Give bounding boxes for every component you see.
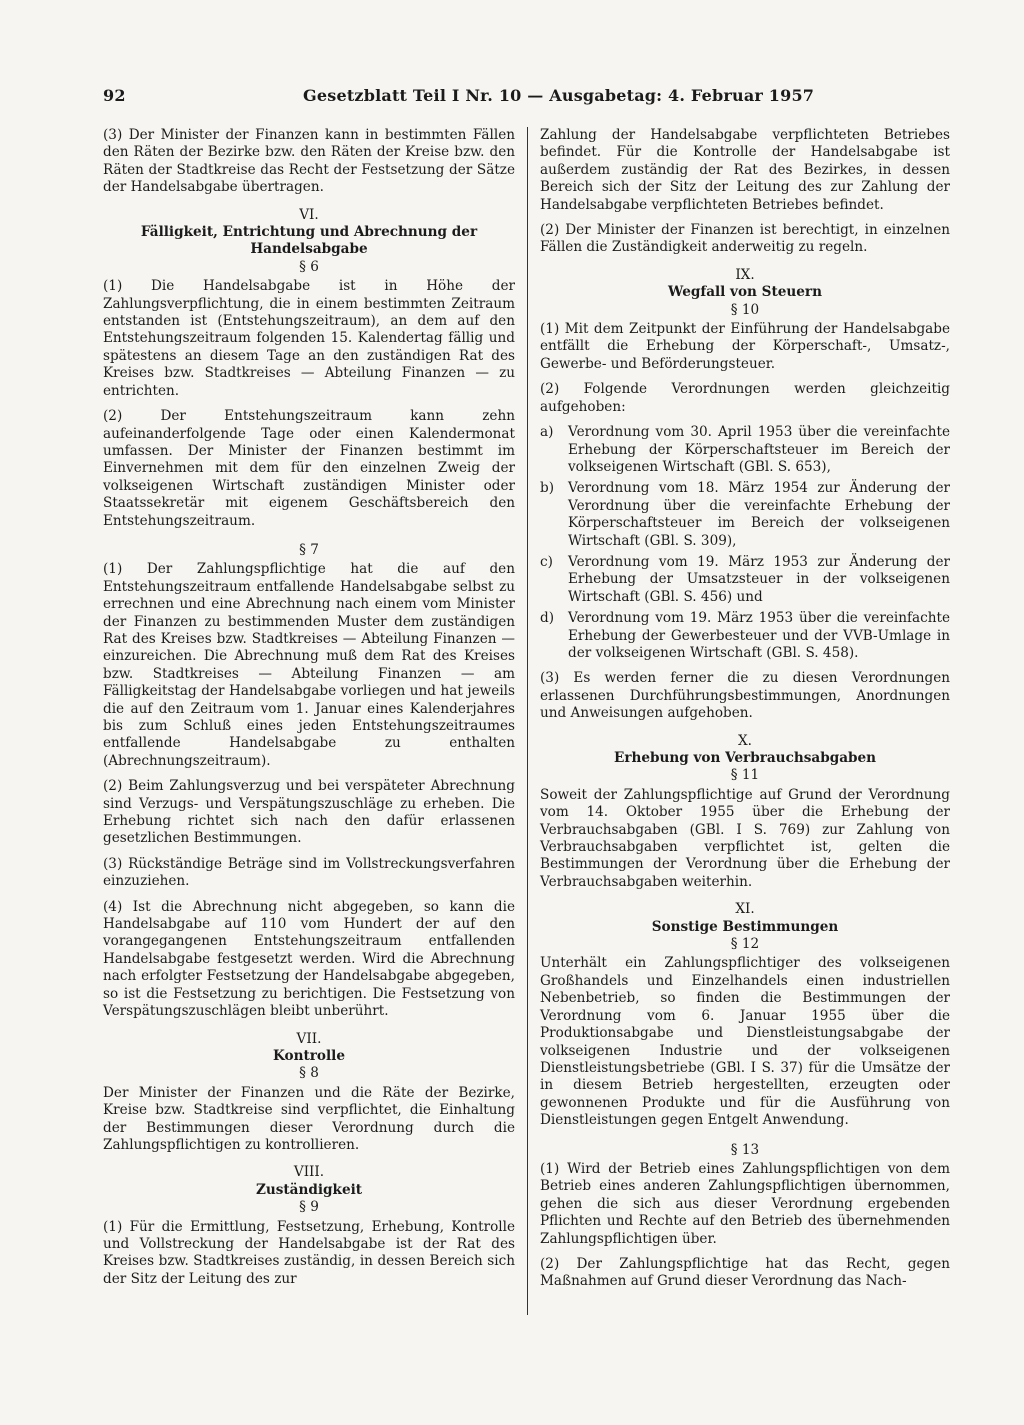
paragraph: (3) Es werden ferner die zu diesen Verordnungen erlassenen Durchführungsbestimmungen, Anordnungen und Anweisungen aufgehoben.	[540, 670, 950, 722]
list-item-label: b)	[540, 480, 555, 497]
page-number: 92	[103, 86, 126, 105]
list-item-text: Verordnung vom 30. April 1953 über die vereinfachte Erhebung der Körperschaftsteuer im Bereich der volkseigenen Wirtschaft (GBl. S. 653),	[568, 424, 950, 475]
paragraph: (2) Der Minister der Finanzen ist berechtigt, in einzelnen Fällen die Zuständigkeit anderweitig zu regeln.	[540, 222, 950, 256]
section-number: IX.	[735, 266, 755, 283]
paragraph: (2) Der Zahlungspflichtige hat das Recht, gegen Maßnahmen auf Grund dieser Verordnung das Nach-	[540, 1255, 950, 1290]
section-number: VII.	[296, 1030, 322, 1047]
section-title: Fälligkeit, Entrichtung und Abrechnung der Handelsabgabe	[140, 224, 478, 258]
list-item-text: Verordnung vom 19. März 1953 über die vereinfachte Erhebung der Gewerbesteuer und der VVB-Umlage in der volkseigenen Wirtschaft (GBl. S. 458).	[568, 610, 950, 661]
section-number: X.	[738, 732, 752, 749]
paragraph-number: § 12	[730, 936, 760, 953]
section-number: XI.	[735, 901, 755, 918]
paragraph: (2) Der Entstehungszeitraum kann zehn aufeinanderfolgende Tage oder einen Kalendermonat umfassen. Der Minister der Finanzen bestimmt im Einvernehmen mit dem für den einzelnen Zweig der volkseigenen Wirtschaft zuständigen Minister oder Staatssekretär mit eigenem Geschäftsbereich den Entstehungszeitraum.	[103, 408, 515, 529]
paragraph: (3) Der Minister der Finanzen kann in bestimmten Fällen den Räten der Bezirke bzw. den Räten der Kreise bzw. den Räten der Stadtkreise das Recht der Festsetzung der Sätze der Handelsabgabe übertragen.	[103, 127, 515, 196]
section-number: VIII.	[293, 1164, 325, 1181]
section-title: Kontrolle	[273, 1047, 345, 1064]
paragraph: (4) Ist die Abrechnung nicht abgegeben, so kann die Handelsabgabe auf 110 vom Hundert der auf den vorangegangenen Entstehungszeitraum entfallenden Handelsabgabe festgesetzt werden. Wird die Abrechnung nach erfolgter Festsetzung der Handelsabgabe abgegeben, so ist die Festsetzung zu berichtigen. Die Festsetzung von Verspätungszuschlägen bleibt unberührt.	[103, 898, 515, 1020]
list-item-text: Verordnung vom 18. März 1954 zur Änderung der Verordnung über die vereinfachte Erhebung der Körperschaftsteuer im Bereich der volkseigenen Wirtschaft (GBl. S. 309),	[568, 480, 950, 549]
page-header	[103, 86, 815, 108]
paragraph: (2) Folgende Verordnungen werden gleichzeitig aufgehoben:	[540, 381, 950, 415]
paragraph-number: § 10	[730, 301, 760, 318]
left-column	[103, 127, 515, 1296]
paragraph-number: § 11	[730, 767, 760, 784]
paragraph: Unterhält ein Zahlungspflichtiger des volkseigenen Großhandels und Einzelhandels einen industriellen Nebenbetrieb, so finden die Bestimmungen der Verordnung vom 6. Januar 1955 über die Produktionsabgabe und Dienstleistungsabgabe der volkseigenen Industrie und der volkseigenen Dienstleistungsbetriebe (GBl. I S. 37) für die Umsätze der in diesem Betrieb hergestellten, erzeugten oder gewonnenen Produkte und für die Ausführung von Dienstleistungen gegen Entgelt Anwendung.	[540, 955, 950, 1129]
paragraph-number: § 6	[299, 258, 319, 275]
paragraph: (2) Beim Zahlungsverzug und bei verspäteter Abrechnung sind Verzugs- und Verspätungszuschläge zu erheben. Die Erhebung richtet sich nach den dafür erlassenen gesetzlichen Bestimmungen.	[103, 778, 515, 847]
list-item-label: c)	[540, 553, 553, 570]
list-item-label: d)	[540, 610, 555, 627]
section-title: Wegfall von Steuern	[668, 284, 822, 301]
page-title: Gesetzblatt Teil I Nr. 10 — Ausgabetag: 4. Februar 1957	[303, 86, 815, 105]
list-item-label: a)	[540, 424, 554, 441]
paragraph-number: § 8	[299, 1065, 319, 1082]
paragraph: (1) Wird der Betrieb eines Zahlungspflichtigen von dem Betrieb eines anderen Zahlungspflichtigen übernommen, gehen die sich aus dieser Verordnung ergebenden Pflichten und Rechte auf den Betrieb des übernehmenden Zahlungspflichtigen über.	[540, 1160, 950, 1247]
list-item	[540, 554, 950, 606]
paragraph-number: § 13	[730, 1141, 760, 1158]
section-title: Zuständigkeit	[255, 1181, 363, 1198]
paragraph: (1) Für die Ermittlung, Festsetzung, Erhebung, Kontrolle und Vollstreckung der Handelsabgabe ist der Rat des Kreises bzw. Stadtkreises zuständig, in dessen Bereich sich der Sitz der Leitung des zur	[103, 1218, 515, 1287]
repeal-list	[540, 424, 950, 662]
column-divider	[527, 127, 528, 1315]
right-column	[540, 127, 950, 1299]
paragraph: (1) Mit dem Zeitpunkt der Einführung der Handelsabgabe entfällt die Erhebung der Körperschaft-, Umsatz-, Gewerbe- und Beförderungsteuer.	[540, 321, 950, 372]
list-item-text: Verordnung vom 19. März 1953 zur Änderung der Erhebung der Umsatzsteuer in der volkseigenen Wirtschaft (GBl. S. 456) und	[568, 553, 950, 605]
list-item	[540, 424, 950, 476]
list-item	[540, 480, 950, 550]
paragraph: (3) Rückständige Beträge sind im Vollstreckungsverfahren einzuziehen.	[103, 855, 515, 890]
section-title: Erhebung von Verbrauchsabgaben	[613, 750, 877, 766]
paragraph: Der Minister der Finanzen und die Räte der Bezirke, Kreise bzw. Stadtkreise sind verpflichtet, die Einhaltung der Bestimmungen dieser Verordnung durch die Zahlungspflichtigen zu kontrollieren.	[103, 1084, 515, 1153]
paragraph: Soweit der Zahlungspflichtige auf Grund der Verordnung vom 14. Oktober 1955 über die Erhebung der Verbrauchsabgaben (GBl. I S. 769) zur Zahlung von Verbrauchsabgaben verpflichtet ist, gelten die Bestimmungen der Verordnung über die Erhebung der Verbrauchsabgaben weiterhin.	[540, 786, 950, 890]
paragraph-number: § 9	[299, 1199, 319, 1216]
list-item	[540, 610, 950, 662]
section-title: Sonstige Bestimmungen	[651, 918, 839, 935]
section-number: VI.	[299, 206, 319, 223]
paragraph: (1) Die Handelsabgabe ist in Höhe der Zahlungsverpflichtung, die in einem bestimmten Zeitraum entstanden ist (Entstehungszeitraum), an dem auf den Entstehungszeitraum folgenden 15. Kalendertag fällig und spätestens an diesem Tage an den zuständigen Rat des Kreises bzw. Stadtkreises — Abteilung Finanzen — zu entrichten.	[103, 278, 515, 399]
paragraph: (1) Der Zahlungspflichtige hat die auf den Entstehungszeitraum entfallende Handelsabgabe selbst zu errechnen und eine Abrechnung nach einem vom Minister der Finanzen zu bestimmenden Muster dem zuständigen Rat des Kreises bzw. Stadtkreises — Abteilung Finanzen — einzureichen. Die Abrechnung muß dem Rat des Kreises bzw. Stadtkreises — Abteilung Finanzen — am Fälligkeitstag der Handelsabgabe vorliegen und hat jeweils die auf den Zeitraum vom 1. Januar eines Kalenderjahres bis zum Schluß eines jeden Entstehungszeitraumes entfallende Handelsabgabe zu enthalten (Abrechnungszeitraum).	[103, 561, 515, 769]
paragraph: Zahlung der Handelsabgabe verpflichteten Betriebes befindet. Für die Kontrolle der Handelsabgabe ist außerdem zuständig der Rat des Bezirkes, in dessen Bereich sich der Sitz der Leitung des zur Zahlung der Handelsabgabe verpflichteten Betriebes befindet.	[540, 127, 950, 213]
paragraph-number: § 7	[299, 541, 319, 558]
